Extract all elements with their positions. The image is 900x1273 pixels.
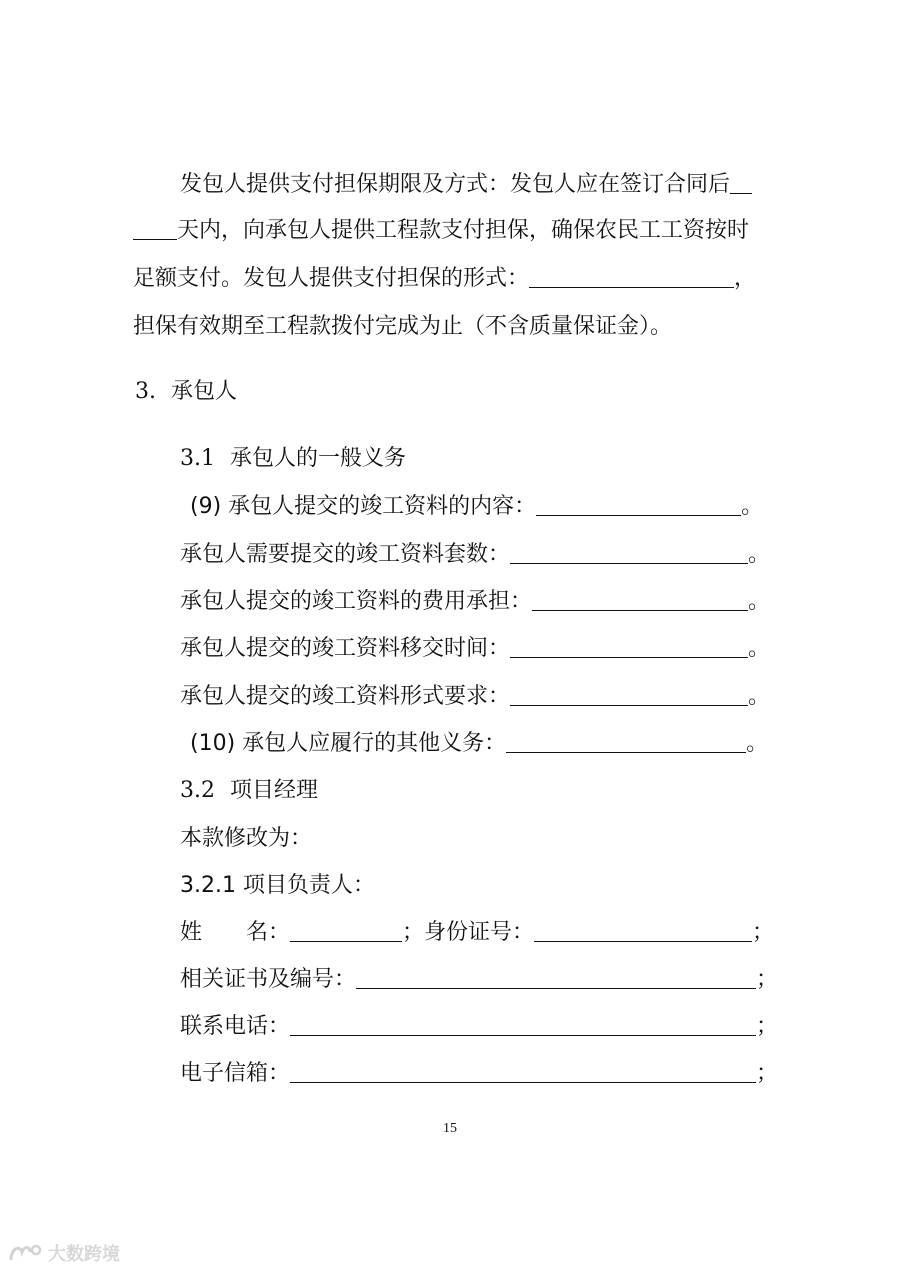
- watermark-logo-icon: [8, 1242, 42, 1264]
- guarantee-line-1: [180, 168, 752, 202]
- guarantee-comma: ，: [734, 266, 757, 291]
- phone-label: 联系电话：: [180, 1014, 291, 1039]
- guarantee-line-2: [133, 214, 749, 248]
- guarantee-text-3: 足额支付。发包人提供支付担保的形式：: [133, 266, 530, 291]
- item-9-line: [190, 490, 763, 524]
- phone-semicolon: ；: [756, 1014, 779, 1039]
- section-3-heading: [135, 375, 237, 409]
- section-3-1-title: 承包人的一般义务: [230, 446, 407, 471]
- sets-period: 。: [748, 542, 771, 567]
- item-10-label: (10) 承包人应履行的其他义务：: [190, 731, 507, 756]
- format-period: 。: [748, 684, 771, 709]
- amend-text: 本款修改为：: [180, 826, 313, 851]
- section-3-2-1-heading: [180, 869, 375, 903]
- item-10-line: [190, 727, 768, 761]
- cost-line: [180, 585, 770, 619]
- item-9-period: 。: [741, 494, 764, 519]
- page-number: 15: [443, 1121, 457, 1136]
- cert-label: 相关证书及编号：: [180, 967, 357, 992]
- name-blank[interactable]: [290, 919, 402, 942]
- guarantee-text-4: 担保有效期至工程款拨付完成为止（不含质量保证金）。: [133, 314, 673, 339]
- cost-label: 承包人提交的竣工资料的费用承担：: [180, 589, 533, 614]
- cert-blank[interactable]: [356, 966, 756, 989]
- guarantee-text-2: 天内，向承包人提供工程款支付担保，确保农民工工资按时: [177, 218, 750, 243]
- format-blank[interactable]: [510, 683, 748, 706]
- transfer-line: [180, 632, 770, 666]
- sets-line: [180, 538, 770, 572]
- sets-label: 承包人需要提交的竣工资料套数：: [180, 542, 511, 567]
- phone-blank[interactable]: [290, 1013, 756, 1036]
- item-10-blank[interactable]: [506, 730, 746, 753]
- cost-blank[interactable]: [532, 588, 748, 611]
- format-line: [180, 680, 770, 714]
- cert-semicolon: ；: [756, 967, 779, 992]
- phone-line: [180, 1010, 778, 1044]
- transfer-label: 承包人提交的竣工资料移交时间：: [180, 636, 511, 661]
- amend-line: [180, 822, 312, 856]
- watermark-text: 大数跨境: [48, 1244, 120, 1265]
- days-blank[interactable]: [730, 171, 752, 194]
- sets-blank[interactable]: [510, 541, 748, 564]
- section-3-1-number: 3.1: [180, 446, 215, 471]
- section-3-2-1-title: 3.2.1 项目负责人：: [180, 873, 375, 898]
- id-semicolon: ；: [752, 920, 775, 945]
- transfer-period: 。: [748, 636, 771, 661]
- item-10-period: 。: [746, 731, 769, 756]
- name-line: [180, 916, 774, 950]
- guarantee-text-1: 发包人提供支付担保期限及方式：发包人应在签订合同后: [180, 172, 731, 197]
- email-line: [180, 1057, 778, 1091]
- id-blank[interactable]: [534, 919, 752, 942]
- guarantee-form-blank[interactable]: [529, 265, 734, 288]
- watermark: [8, 1238, 120, 1268]
- section-3-1-heading: [180, 442, 406, 476]
- email-label: 电子信箱：: [180, 1061, 291, 1086]
- section-3-2-heading: [180, 774, 318, 808]
- section-3-number: 3.: [135, 379, 156, 404]
- cert-line: [180, 963, 778, 997]
- id-label: ；身份证号：: [402, 920, 535, 945]
- name-label: 姓 名：: [180, 920, 291, 945]
- format-label: 承包人提交的竣工资料形式要求：: [180, 684, 511, 709]
- email-blank[interactable]: [290, 1060, 756, 1083]
- item-9-label: (9) 承包人提交的竣工资料的内容：: [190, 494, 537, 519]
- section-3-title: 承包人: [171, 379, 238, 404]
- email-semicolon: ；: [756, 1061, 779, 1086]
- days-blank-cont[interactable]: [133, 217, 177, 240]
- section-3-2-number: 3.2: [180, 778, 215, 803]
- guarantee-line-4: [133, 310, 672, 344]
- cost-period: 。: [748, 589, 771, 614]
- item-9-blank[interactable]: [536, 493, 741, 516]
- guarantee-line-3: [133, 262, 756, 296]
- transfer-blank[interactable]: [510, 635, 748, 658]
- section-3-2-title: 项目经理: [230, 778, 319, 803]
